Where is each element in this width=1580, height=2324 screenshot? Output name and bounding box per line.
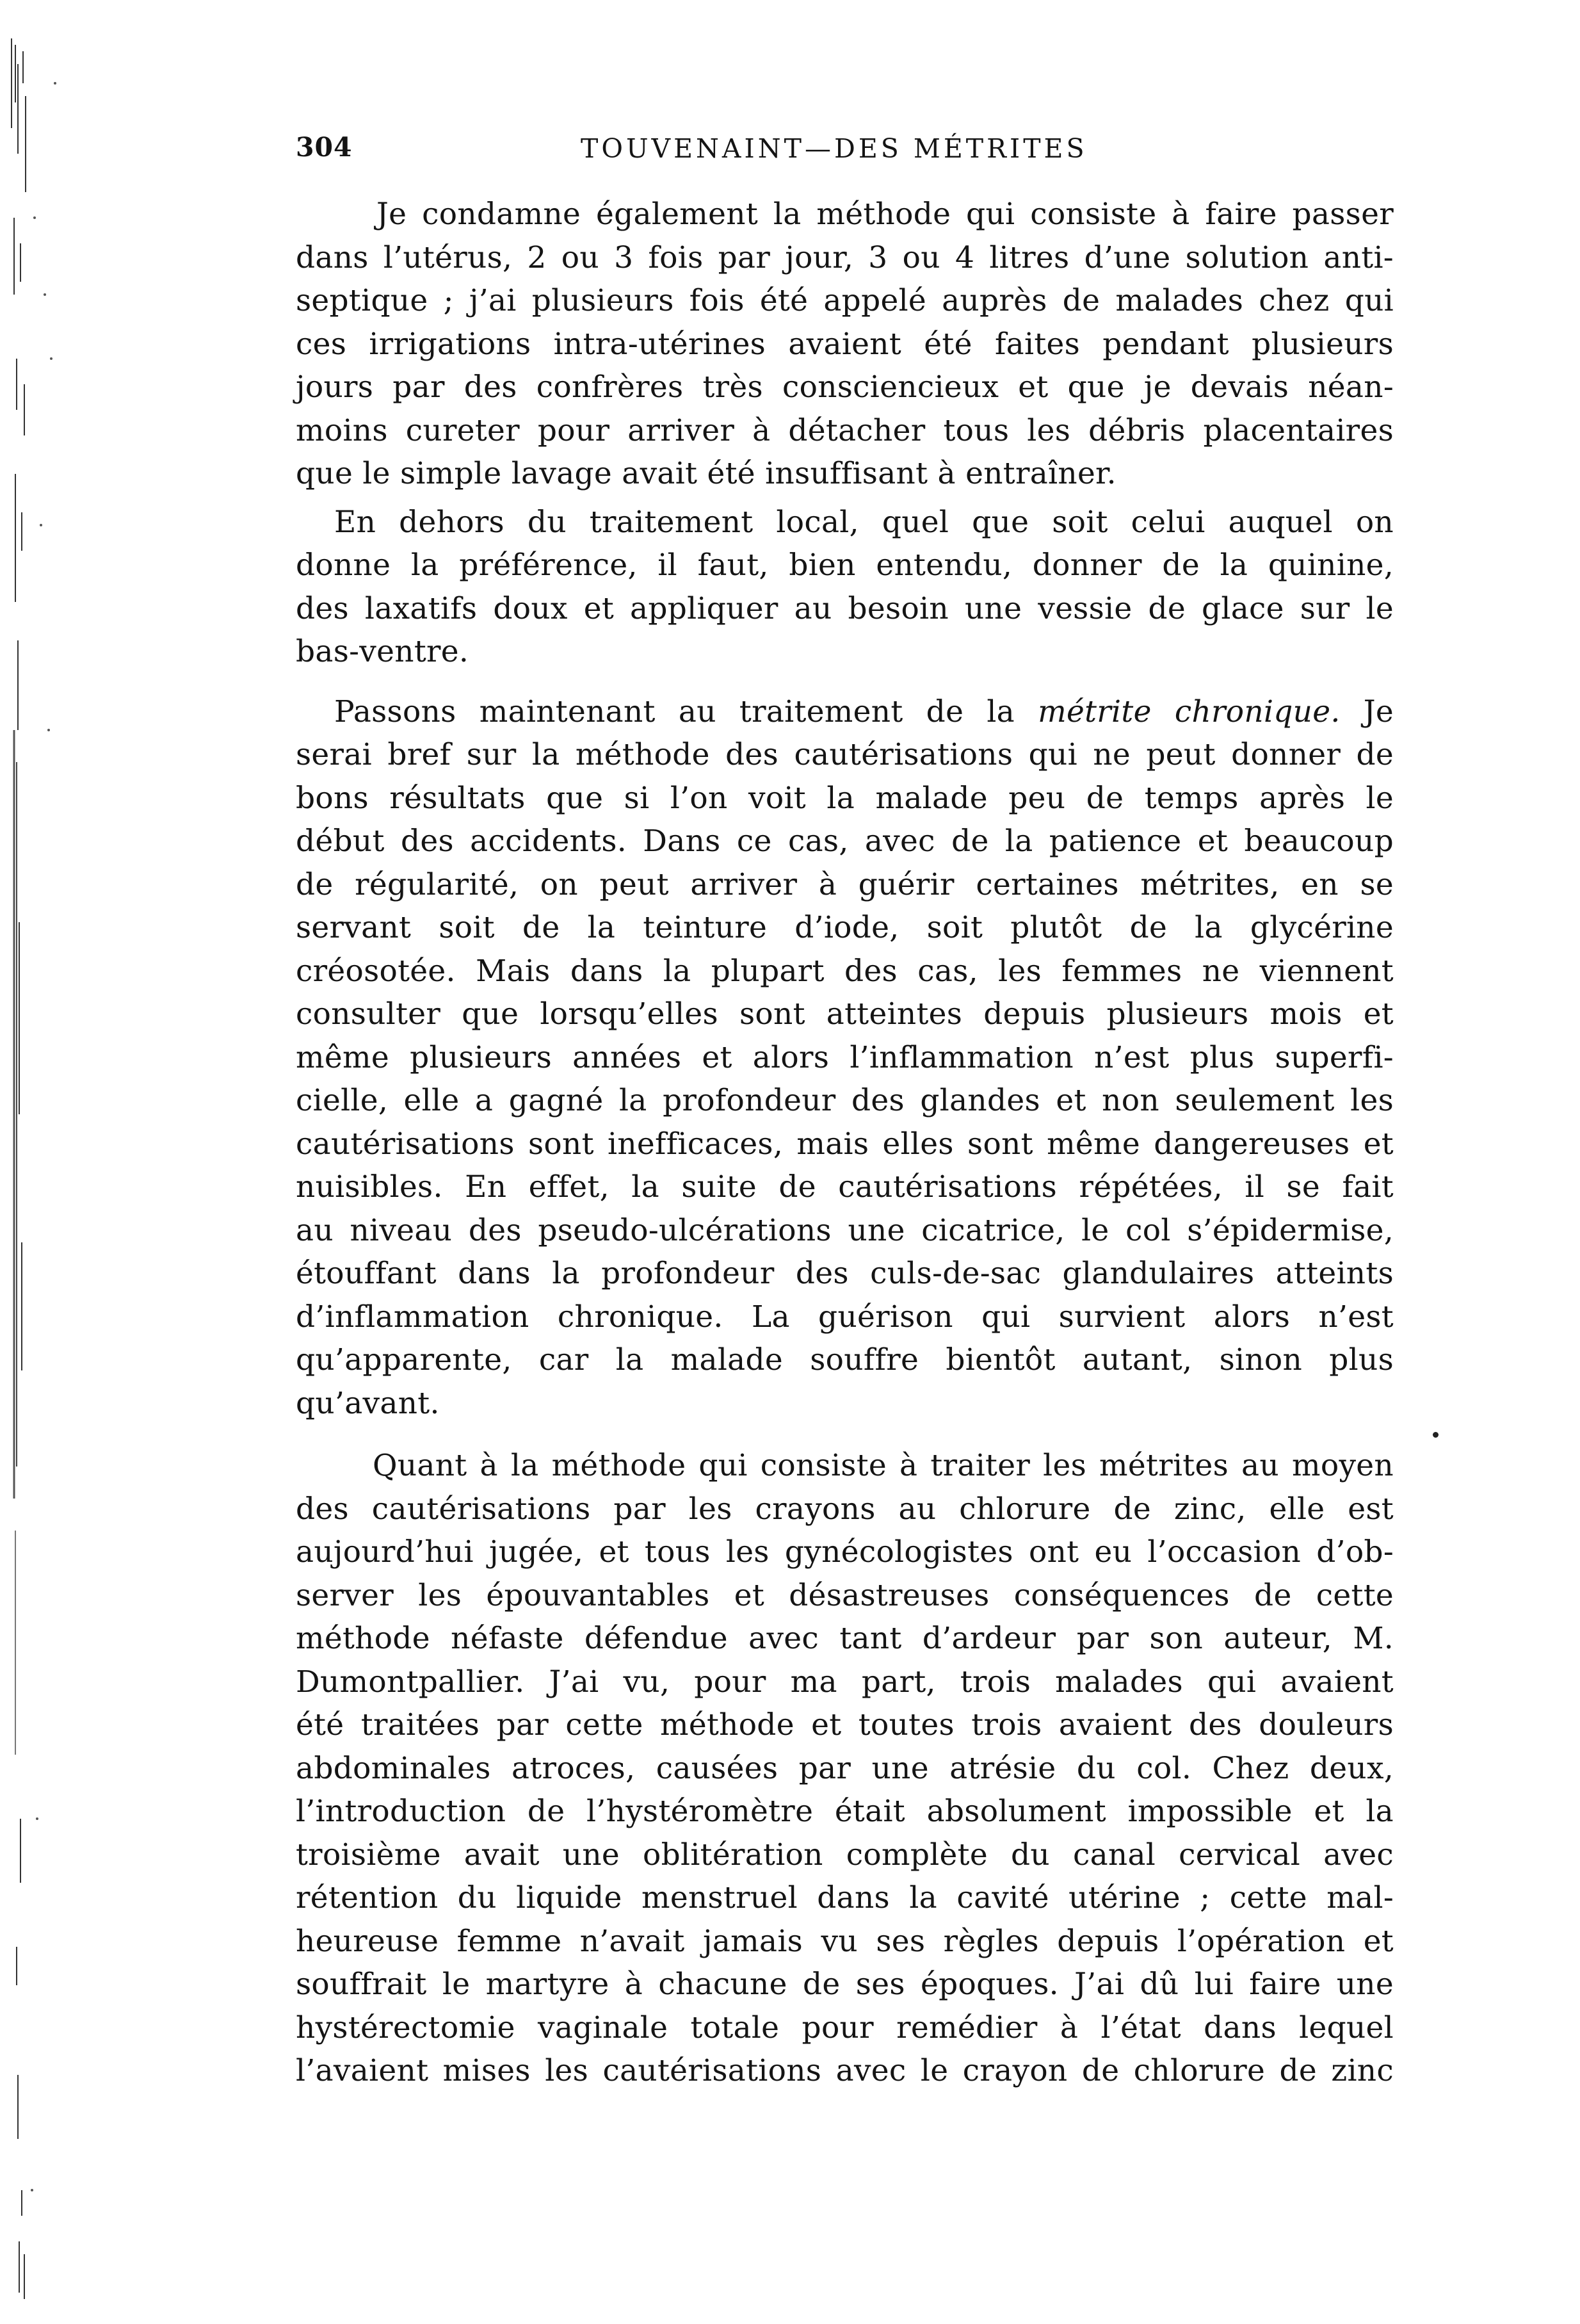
text-line: été traitées par cette méthode et toutes trois avaient des douleurs <box>296 1707 1394 1743</box>
text-line: En dehors du traitement local, quel que soit celui auquel on <box>334 504 1394 540</box>
text-line: heureuse femme n’avait jamais vu ses règles depuis l’opération et <box>296 1923 1394 1959</box>
text-line: Je condamne également la méthode qui consiste à faire passer <box>376 197 1394 232</box>
text-line: des cautérisations par les crayons au chlorure de zinc, elle est <box>296 1491 1394 1527</box>
scan-edge-artifacts <box>9 26 63 2305</box>
text-line: rétention du liquide menstruel dans la cavité utérine ; cette mal- <box>296 1880 1394 1915</box>
paragraph-2 <box>296 501 1394 674</box>
text-line: l’avaient mises les cautérisations avec le crayon de chlorure de zinc <box>296 2053 1394 2088</box>
margin-dot <box>1433 1432 1439 1438</box>
text-line: étouffant dans la profondeur des culs-de-sac glandulaires atteints <box>296 1256 1394 1291</box>
text-line: septique ; j’ai plusieurs fois été appelé auprès de malades chez qui <box>296 283 1394 318</box>
text-line: des laxatifs doux et appliquer au besoin une vessie de glace sur le <box>296 590 1394 626</box>
text-line: d’inflammation chronique. La guérison qui survient alors n’est <box>296 1299 1394 1335</box>
text-line: Dumontpallier. J’ai vu, pour ma part, trois malades qui avaient <box>296 1664 1394 1700</box>
text-line: server les épouvantables et désastreuses conséquences de cette <box>296 1577 1394 1613</box>
body-text <box>296 193 1394 2093</box>
text-line: jours par des confrères très consciencieux et que je devais néan- <box>296 370 1394 405</box>
text-line: début des accidents. Dans ce cas, avec de la patience et beaucoup <box>296 824 1394 859</box>
text-line: qu’avant. <box>296 1385 440 1421</box>
text-line: servant soit de la teinture d’iode, soit plutôt de la glycérine <box>296 910 1394 945</box>
text-line: au niveau des pseudo-ulcérations une cicatrice, le col s’épidermise, <box>296 1212 1394 1248</box>
text-line: troisième avait une oblitération complète du canal cervical avec <box>296 1837 1394 1873</box>
paragraph-1 <box>296 193 1394 496</box>
running-title: TOUVENAINT—DES MÉTRITES <box>581 133 1088 164</box>
text-line: souffrait le martyre à chacune de ses époques. J’ai dû lui faire une <box>296 1967 1394 2002</box>
text-line: ces irrigations intra-utérines avaient été faites pendant plusieurs <box>296 326 1394 362</box>
text-line: même plusieurs années et alors l’inflammation n’est plus superfi- <box>296 1039 1394 1075</box>
text-line: l’introduction de l’hystéromètre était absolument impossible et la <box>296 1794 1394 1829</box>
text-line: serai bref sur la méthode des cautérisations qui ne peut donner de <box>296 737 1394 772</box>
text-line: donne la préférence, il faut, bien entendu, donner de la quinine, <box>296 548 1394 583</box>
text-line: moins cureter pour arriver à détacher tous les débris placentaires <box>296 412 1394 448</box>
text-line: méthode néfaste défendue avec tant d’ardeur par son auteur, M. <box>296 1621 1394 1656</box>
text-line: qu’apparente, car la malade souffre bientôt autant, sinon plus <box>296 1342 1394 1377</box>
italic-phrase: métrite chronique. <box>1038 694 1341 729</box>
text-line: aujourd’hui jugée, et tous les gynécologistes ont eu l’occasion d’ob- <box>296 1534 1394 1570</box>
text-span: Je <box>1340 694 1394 729</box>
text-line: créosotée. Mais dans la plupart des cas, les femmes ne viennent <box>296 953 1394 989</box>
text-line: consulter que lorsqu’elles sont atteintes depuis plusieurs mois et <box>296 996 1394 1032</box>
text-line: Quant à la méthode qui consiste à traiter les métrites au moyen <box>373 1448 1394 1483</box>
text-line: bas-ventre. <box>296 634 469 669</box>
page-number: 304 <box>296 132 353 163</box>
text-line: de régularité, on peut arriver à guérir certaines métrites, en se <box>296 866 1394 902</box>
text-line: nuisibles. En effet, la suite de cautérisations répétées, il se fait <box>296 1169 1394 1205</box>
text-line: cielle, elle a gagné la profondeur des glandes et non seulement les <box>296 1083 1394 1118</box>
text-line: bons résultats que si l’on voit la malade peu de temps après le <box>296 780 1394 816</box>
paragraph-3 <box>296 690 1394 1426</box>
text-line <box>296 690 1394 734</box>
text-span: Passons maintenant au traitement de la <box>334 694 1038 729</box>
text-line: cautérisations sont inefficaces, mais elles sont même dangereuses et <box>296 1126 1394 1162</box>
running-header <box>296 126 1394 177</box>
text-line: dans l’utérus, 2 ou 3 fois par jour, 3 ou 4 litres d’une solution anti- <box>296 240 1394 275</box>
text-line: que le simple lavage avait été insuffisant à entraîner. <box>296 456 1116 491</box>
paragraph-4 <box>296 1444 1394 2093</box>
text-line: abdominales atroces, causées par une atrésie du col. Chez deux, <box>296 1750 1394 1786</box>
text-line: hystérectomie vaginale totale pour remédier à l’état dans lequel <box>296 2010 1394 2045</box>
